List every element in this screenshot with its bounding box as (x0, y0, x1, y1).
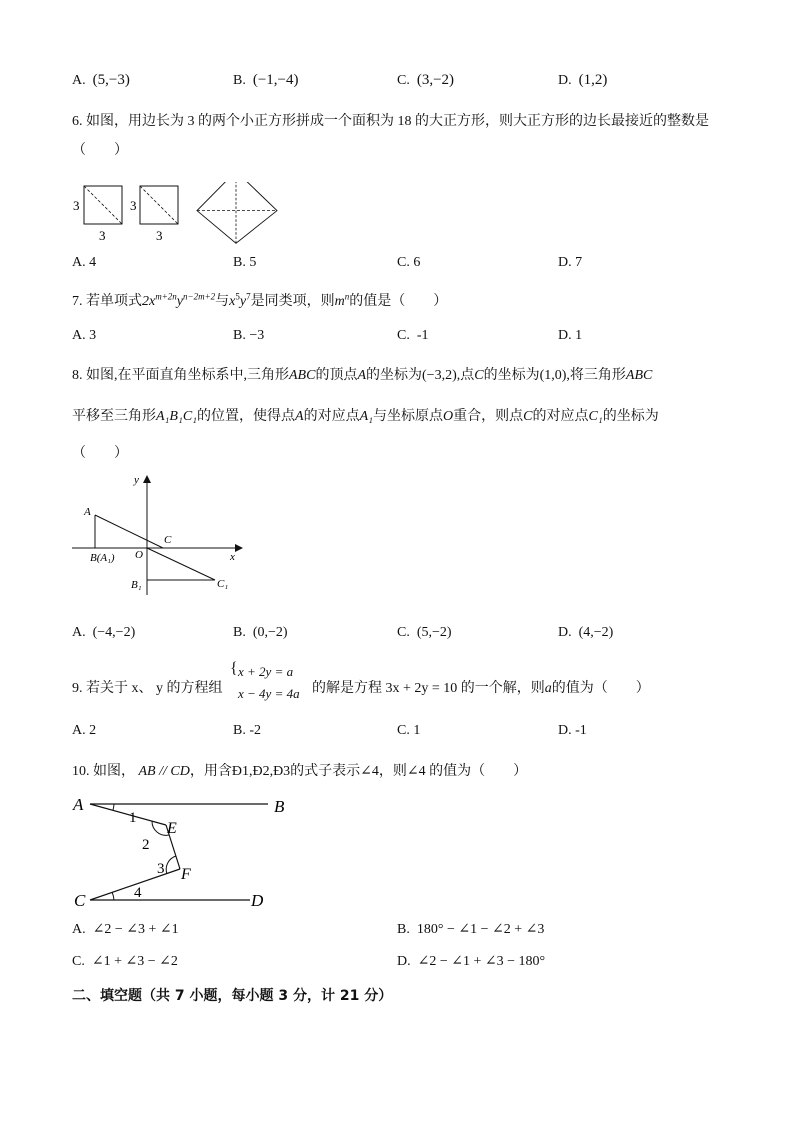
q5-option-c: C. (3,−2) (397, 72, 455, 88)
square-2-diagonal (140, 186, 178, 224)
point-b1-label: B₁ (131, 579, 142, 591)
q6-figure (70, 182, 290, 246)
section-2-title: 二、填空题（共 7 小题，每小题 3 分，计 21 分） (72, 988, 393, 1004)
side-label: 3 (156, 228, 163, 243)
point-e-label: E (167, 820, 177, 837)
point-c1-label: C₁ (217, 578, 229, 590)
large-square (197, 182, 277, 243)
angle-4-label: 4 (134, 885, 142, 901)
q6-option-a: A. 4 (72, 255, 97, 270)
q10-option-b: B. 180° − ∠1 − ∠2 + ∠3 (397, 922, 545, 937)
q7-option-d: D. 1 (558, 328, 583, 343)
q5-option-b: B. (−1,−4) (233, 72, 299, 88)
q7-option-c: C. -1 (397, 328, 429, 343)
point-c-label: C (164, 534, 172, 546)
q8-option-a: A. (−4,−2) (72, 625, 136, 640)
angle-1-arc (113, 804, 114, 810)
q9-rest: 的解是方程 3x + 2y = 10 的一个解，则a的值为（ ） (312, 681, 650, 696)
x-axis-label: x (230, 551, 235, 563)
q9-pre: 9. 若关于 x、 y 的方程组 (72, 681, 223, 696)
angle-3-label: 3 (157, 861, 165, 877)
point-f-label: F (181, 866, 191, 883)
q10-option-c: C. ∠1 + ∠3 − ∠2 (72, 954, 178, 969)
q7-option-a: A. 3 (72, 328, 97, 343)
q6-option-d: D. 7 (558, 255, 583, 270)
q6-option-c: C. 6 (397, 255, 421, 270)
triangle-abc-side-ac (95, 515, 163, 548)
square-1-diagonal (84, 186, 122, 224)
segment-ae (90, 804, 166, 825)
q6-stem: 6. 如图，用边长为 3 的两个小正方形拼成一个面积为 18 的大正方形，则大正方形的边长最接近的整数是 (72, 114, 709, 129)
point-a-label: A (73, 795, 84, 814)
q9-option-d: D. -1 (558, 723, 587, 738)
q9-eq1: x + 2y = a (238, 664, 294, 679)
q9-eq2: x − 4y = 4a (238, 686, 300, 701)
side-label: 3 (99, 228, 106, 243)
side-label: 3 (130, 198, 137, 213)
q9-option-c: C. 1 (397, 723, 421, 738)
q10-stem: 10. 如图， AB // CD，用含Ð1,Ð2,Ð3的式子表示∠4，则∠4 的值为（ ） (72, 764, 528, 779)
y-axis-label: y (134, 474, 139, 486)
point-b-label: B(A₁) (90, 552, 115, 564)
point-b-label: B (274, 797, 285, 816)
q7-stem: 7. 若单项式$2x^{m+2n}y^{n-2m+2}$与$x^5y^7$是同类项，则$m^n$的值是（ ） (72, 291, 448, 309)
angle-2-label: 2 (142, 837, 150, 853)
q5-option-d: D. (1,2) (558, 72, 608, 88)
angle-1-label: 1 (129, 810, 137, 826)
q10-option-d: D. ∠2 − ∠1 + ∠3 − 180° (397, 954, 546, 969)
q8-option-d: D. (4,−2) (558, 625, 614, 640)
side-label: 3 (73, 198, 80, 213)
angle-4-arc (112, 892, 114, 900)
q8-line-2: 平移至三角形A₁B₁C₁的位置，使得点A的对应点A₁与坐标原点O重合，则点C的对应点C₁的坐标为 (72, 409, 659, 424)
q6-option-b: B. 5 (233, 255, 257, 270)
q8-paren: （ ） (72, 446, 128, 461)
q8-line-1: 8. 如图,在平面直角坐标系中,三角形ABC的顶点A的坐标为(−3,2),点C的坐标为(1,0),将三角形ABC (72, 368, 653, 383)
point-c-label: C (74, 891, 86, 910)
q8-figure (70, 470, 260, 600)
q8-option-b: B. (0,−2) (233, 625, 288, 640)
point-d-label: D (251, 891, 264, 910)
q10-option-a: A. ∠2 − ∠3 + ∠1 (72, 922, 179, 937)
point-a-label: A (84, 506, 91, 518)
q7-option-b: B. −3 (233, 328, 265, 343)
q9-option-a: A. 2 (72, 723, 97, 738)
q9-option-b: B. -2 (233, 723, 262, 738)
q9-brace: { (230, 660, 238, 677)
q8-option-c: C. (5,−2) (397, 625, 452, 640)
q5-option-a: A. (5,−3) (72, 72, 130, 88)
triangle-a1b1c1-side-a1c1 (147, 548, 215, 580)
q10-figure (68, 790, 298, 912)
origin-label: O (135, 549, 143, 561)
q6-paren: （ ） (72, 143, 128, 158)
